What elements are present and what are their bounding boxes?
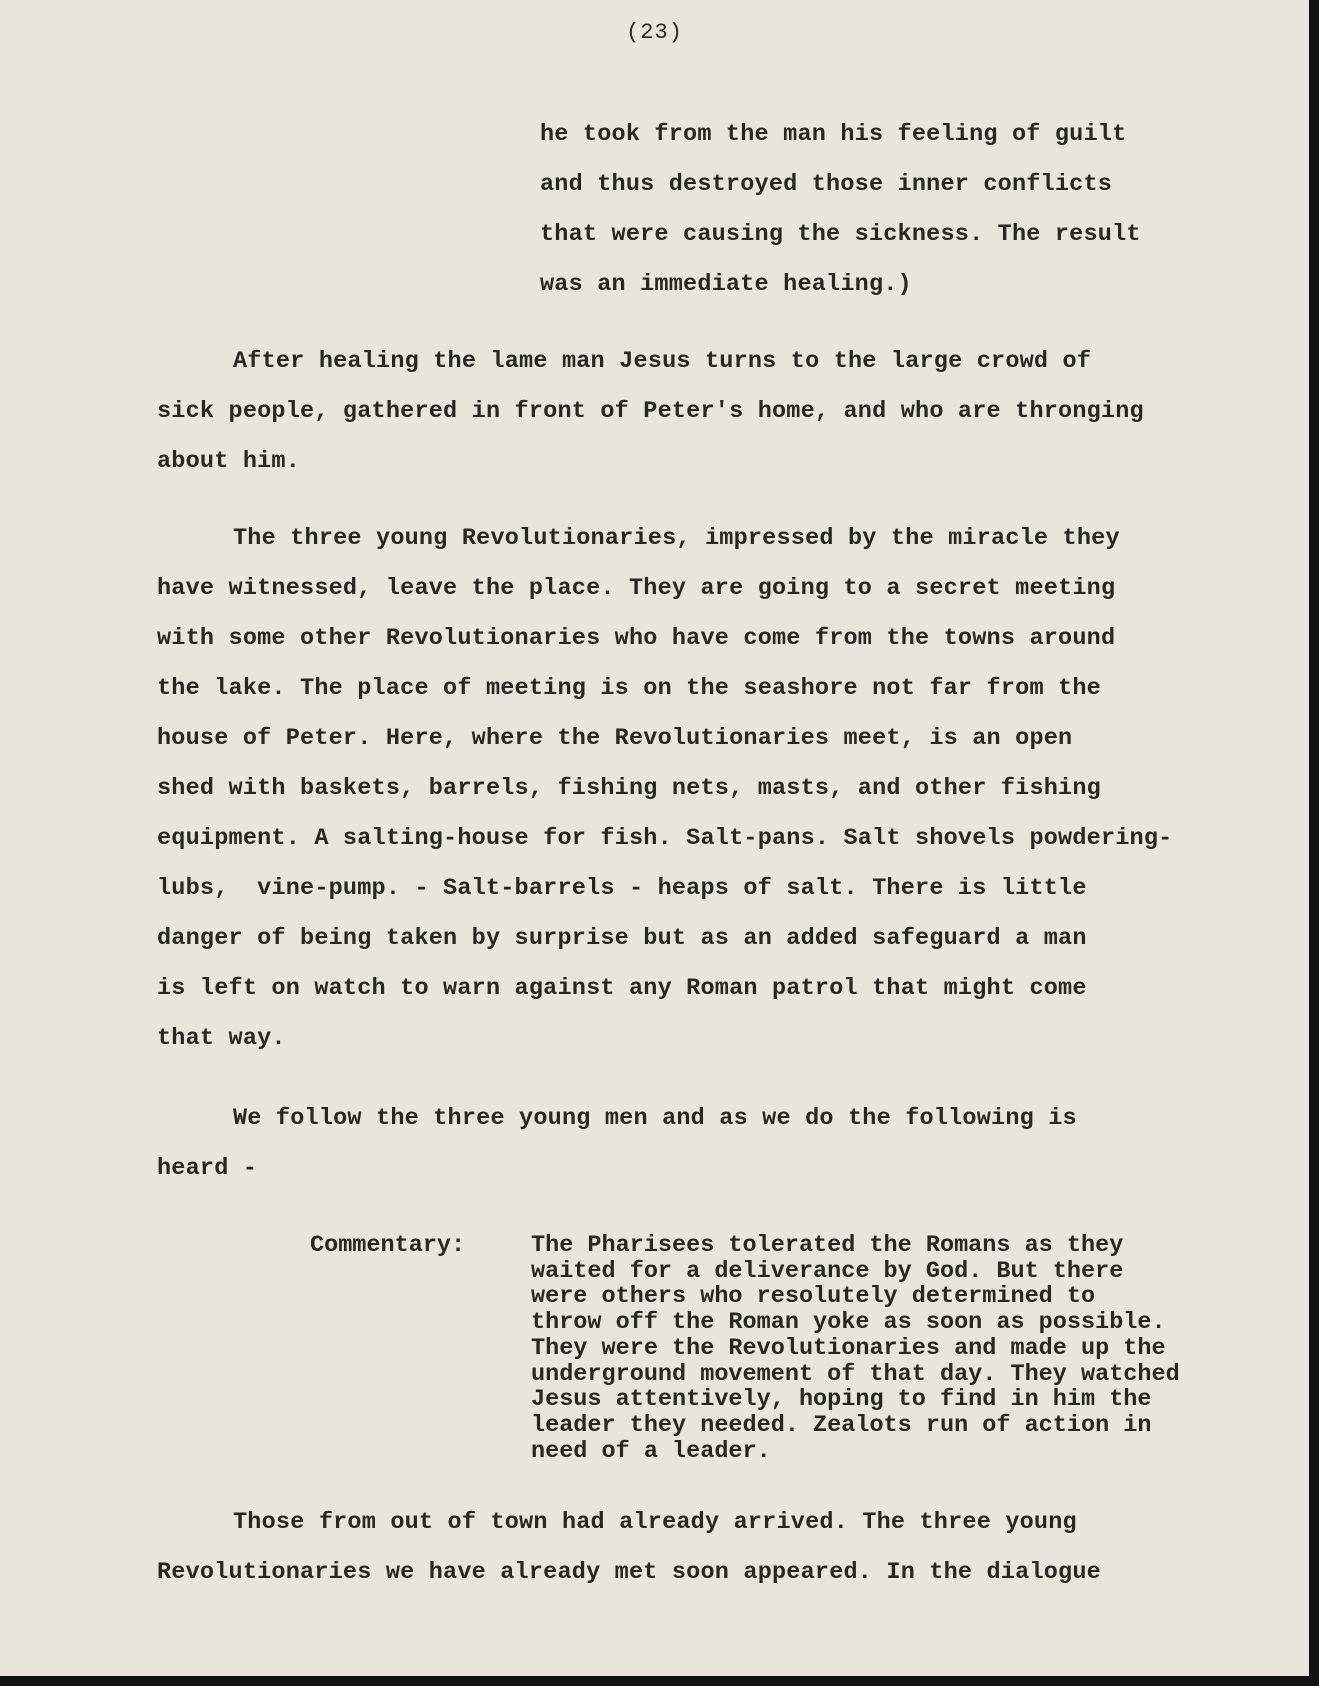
paragraph-line: with some other Revolutionaries who have come from the towns around	[157, 625, 1116, 652]
paragraph-line: sick people, gathered in front of Peter's home, and who are thronging	[157, 398, 1144, 425]
page-number: (23)	[626, 20, 683, 45]
commentary-line: Jesus attentively, hoping to find in him the	[531, 1386, 1152, 1414]
commentary-label: Commentary:	[310, 1232, 466, 1259]
paragraph-line: shed with baskets, barrels, fishing nets, masts, and other fishing	[157, 775, 1101, 802]
paragraph-line: equipment. A salting-house for fish. Salt-pans. Salt shovels powdering-	[157, 825, 1173, 852]
commentary-line: They were the Revolutionaries and made up the	[531, 1334, 1166, 1362]
paragraph-line: house of Peter. Here, where the Revolutionaries meet, is an open	[157, 725, 1073, 752]
paragraph-line: the lake. The place of meeting is on the seashore not far from the	[157, 675, 1101, 702]
paragraph-line: After healing the lame man Jesus turns to the large crowd of	[233, 348, 1092, 375]
quote-line: that were causing the sickness. The result	[540, 221, 1141, 248]
quote-line: and thus destroyed those inner conflicts	[540, 171, 1113, 198]
paragraph-line: is left on watch to warn against any Roman patrol that might come	[157, 975, 1087, 1002]
quote-line: he took from the man his feeling of guilt	[540, 121, 1127, 148]
commentary-line: need of a leader.	[531, 1437, 771, 1465]
scan-edge-right	[1309, 0, 1319, 1686]
paragraph-line: danger of being taken by surprise but as an added safeguard a man	[157, 925, 1087, 952]
paragraph-line: heard -	[157, 1155, 258, 1182]
commentary-text	[531, 1233, 1251, 1464]
commentary-line: throw off the Roman yoke as soon as possible.	[531, 1309, 1166, 1337]
paragraph-line: We follow the three young men and as we do the following is	[233, 1105, 1077, 1132]
paragraph-line: lubs, vine-pump. - Salt-barrels - heaps of salt. There is little	[157, 875, 1087, 902]
paragraph-line: The three young Revolutionaries, impressed by the miracle they	[233, 525, 1120, 552]
commentary-line: leader they needed. Zealots run of action in	[531, 1411, 1152, 1439]
paragraph-line: Those from out of town had already arrived. The three young	[233, 1509, 1077, 1536]
commentary-line: The Pharisees tolerated the Romans as they	[531, 1232, 1124, 1259]
paragraph-line: Revolutionaries we have already met soon appeared. In the dialogue	[157, 1559, 1101, 1586]
scan-edge-bottom	[0, 1676, 1319, 1686]
commentary-line: waited for a deliverance by God. But there	[531, 1257, 1124, 1285]
paragraph-line: have witnessed, leave the place. They are going to a secret meeting	[157, 575, 1116, 602]
commentary-line: underground movement of that day. They watched	[531, 1360, 1180, 1388]
paragraph-line: about him.	[157, 448, 301, 475]
paragraph-line: that way.	[157, 1025, 286, 1052]
quote-line: was an immediate healing.)	[540, 271, 912, 298]
commentary-line: were others who resolutely determined to	[531, 1283, 1096, 1311]
